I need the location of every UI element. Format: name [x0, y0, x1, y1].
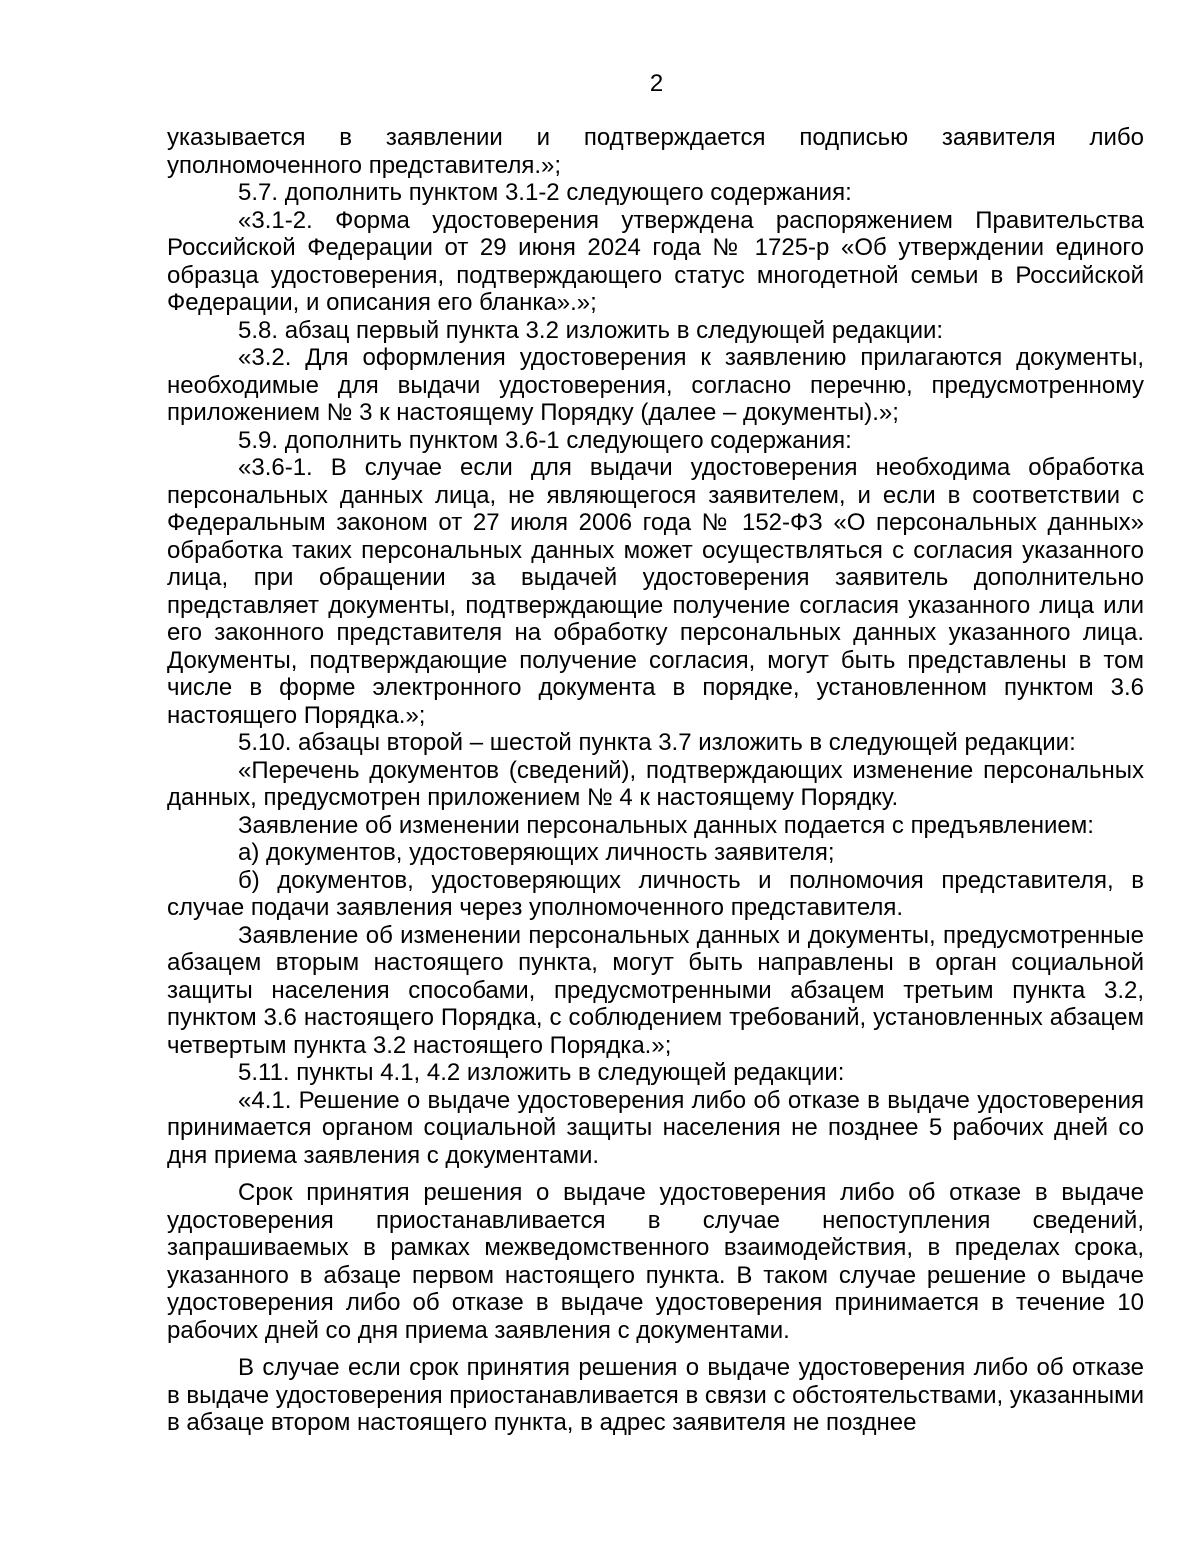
paragraph-item-a: а) документов, удостоверяющих личность заявителя; — [238, 839, 835, 866]
paragraph-5-7: 5.7. дополнить пунктом 3.1-2 следующего содержания: — [238, 179, 852, 206]
paragraph-4-1: «4.1. Решение о выдаче удостоверения либо об отказе в выдаче удостоверения принимается органом социальной защиты населения не позднее 5 рабочих дней со дня приема заявления с документами. — [167, 1086, 1144, 1169]
paragraph-continuation: указывается в заявлении и подтверждается подписью заявителя либо уполномоченного представителя.»; — [167, 124, 1144, 179]
paragraph-item-b: б) документов, удостоверяющих личность и полномочия представителя, в случае подачи заявления через уполномоченного представителя. — [167, 866, 1144, 921]
paragraph-5-9: 5.9. дополнить пунктом 3.6-1 следующего содержания: — [238, 426, 852, 454]
paragraph-3-2: «3.2. Для оформления удостоверения к заявлению прилагаются документы, необходимые для выдачи удостоверения, согласно перечню, предусмотренному приложением № 3 к настоящему Порядку (далее – документы).»; — [167, 344, 1144, 426]
paragraph-5-11: 5.11. пункты 4.1, 4.2 изложить в следующей редакции: — [238, 1059, 845, 1086]
paragraph-3-1-2: «3.1-2. Форма удостоверения утверждена распоряжением Правительства Российской Федерации от 29 июня 2024 года № 1725-р «Об утверждении единого образца удостоверения, подтверждающего статус многодетной семьи в Российской Федерации, и описания его бланка».»; — [167, 206, 1144, 316]
paragraph-5-10: 5.10. абзацы второй – шестой пункта 3.7 изложить в следующей редакции: — [238, 729, 1076, 756]
paragraph-suspension: В случае если срок принятия решения о выдаче удостоверения либо об отказе в выдаче удостоверения приостанавливается в связи с обстоятельствами, указанными в абзаце втором настоящего пункта, в адрес заявителя не позднее — [167, 1354, 1144, 1436]
paragraph-decision-term: Срок принятия решения о выдаче удостоверения либо об отказе в выдаче удостоверения приостанавливается в случае непоступления сведений, запрашиваемых в рамках межведомственного взаимодействия, в пределах срока, указанного в абзаце первом настоящего пункта. В таком случае решение о выдаче удостоверения либо об отказе в выдаче удостоверения принимается в течение 10 рабочих дней со дня приема заявления с документами. — [167, 1179, 1144, 1344]
paragraph-application: Заявление об изменении персональных данных подается с предъявлением: — [238, 811, 1094, 839]
paragraph-document-list: «Перечень документов (сведений), подтверждающих изменение персональных данных, предусмотрен приложением № 4 к настоящему Порядку. — [167, 756, 1144, 811]
paragraph-submission-methods: Заявление об изменении персональных данных и документы, предусмотренные абзацем вторым настоящего пункта, могут быть направлены в орган социальной защиты населения способами, предусмотренными абзацем третьим пункта 3.2, пунктом 3.6 настоящего Порядка, с соблюдением требований, установленных абзацем четвертым пункта 3.2 настоящего Порядка.»; — [167, 921, 1144, 1059]
document-body — [167, 124, 1144, 1437]
page-number: 2 — [649, 70, 664, 97]
paragraph-3-6-1: «3.6-1. В случае если для выдачи удостоверения необходима обработка персональных данных лица, не являющегося заявителем, и если в соответствии с Федеральным законом от 27 июля 2006 года № 152-ФЗ «О персональных данных» обработка таких персональных данных может осуществляться с согласия указанного лица, при обращении за выдачей удостоверения заявитель дополнительно представляет документы, подтверждающие получение согласия указанного лица или его законного представителя на обработку персональных данных указанного лица. Документы, подтверждающие получение согласия, могут быть представлены в том числе в форме электронного документа в порядке, установленном пунктом 3.6 настоящего Порядка.»; — [167, 454, 1144, 729]
paragraph-5-8: 5.8. абзац первый пункта 3.2 изложить в следующей редакции: — [238, 316, 944, 344]
